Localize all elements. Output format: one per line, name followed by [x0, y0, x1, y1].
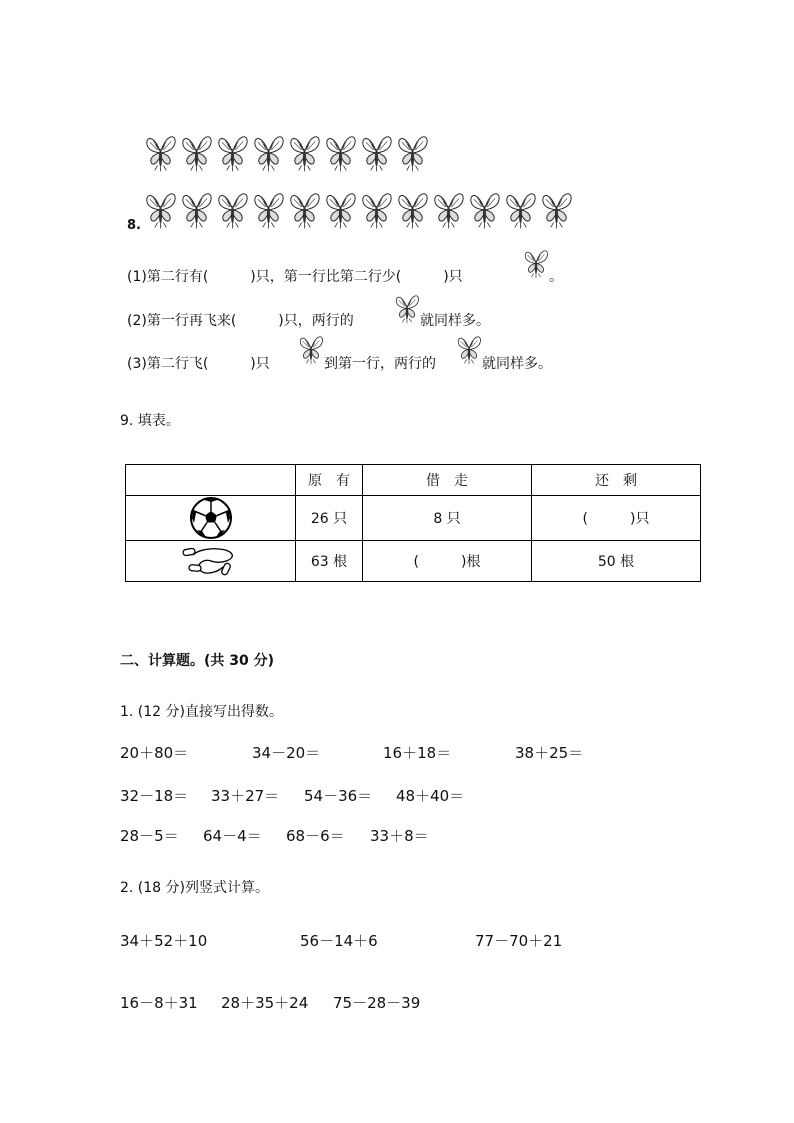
table-cell: 63 根: [296, 541, 363, 582]
math-item: 20＋80＝: [120, 744, 189, 762]
table-icon-cell: [126, 541, 296, 582]
butterfly-icon: [298, 332, 324, 364]
butterfly-icon: [324, 130, 357, 172]
fill-in-table: [125, 464, 701, 582]
math-item: 28－5＝: [120, 827, 179, 845]
table-cell: ( )根: [363, 541, 532, 582]
math-item: 33＋8＝: [370, 827, 429, 845]
butterfly-icon: [180, 130, 213, 172]
q8-line-3-mid: 到第一行，两行的: [324, 356, 436, 372]
table-header-cell: 原 有: [296, 465, 363, 496]
butterfly-icon: [468, 187, 501, 229]
jump-rope-icon: [181, 543, 241, 579]
butterfly-icon: [394, 291, 420, 323]
math-item: 34＋52＋10: [120, 932, 208, 950]
butterfly-row-2: [144, 187, 573, 229]
butterfly-icon: [523, 246, 549, 278]
butterfly-icon: [504, 187, 537, 229]
math-item: 16＋18＝: [383, 744, 452, 762]
butterfly-icon: [144, 187, 177, 229]
question-9-title: 9. 填表。: [120, 413, 180, 429]
butterfly-icon: [252, 130, 285, 172]
q8-line-1-end: 。: [549, 269, 563, 285]
butterfly-icon: [432, 187, 465, 229]
butterfly-icon: [396, 130, 429, 172]
table-header-blank: [126, 465, 296, 496]
math-item: 28＋35＋24: [221, 994, 309, 1012]
math-item: 68－6＝: [286, 827, 345, 845]
math-item: 38＋25＝: [515, 744, 584, 762]
table-cell: 8 只: [363, 496, 532, 541]
table-header-row: [126, 465, 701, 496]
math-item: 54－36＝: [304, 787, 373, 805]
q8-line-2: (2)第一行再飞来( )只，两行的: [127, 313, 354, 329]
table-header-cell: 还 剩: [532, 465, 701, 496]
butterfly-icon: [144, 130, 177, 172]
math-item: 56－14＋6: [300, 932, 378, 950]
q8-line-3: (3)第二行飞( )只: [127, 356, 270, 372]
butterfly-row-1: [144, 130, 429, 172]
butterfly-icon: [360, 130, 393, 172]
butterfly-icon: [216, 187, 249, 229]
table-cell: ( )只: [532, 496, 701, 541]
soccer-ball-icon: [189, 496, 233, 540]
table-row: [126, 496, 701, 541]
math-item: 16－8＋31: [120, 994, 198, 1012]
table-cell: 26 只: [296, 496, 363, 541]
butterfly-icon: [288, 187, 321, 229]
butterfly-icon: [252, 187, 285, 229]
calc-q1-title: 1. (12 分)直接写出得数。: [120, 704, 283, 720]
butterfly-icon: [360, 187, 393, 229]
section-2-title: 二、计算题。(共 30 分): [120, 653, 275, 669]
math-item: 48＋40＝: [396, 787, 465, 805]
calc-q2-title: 2. (18 分)列竖式计算。: [120, 880, 269, 896]
q8-line-3-end: 就同样多。: [482, 356, 552, 372]
butterfly-icon: [216, 130, 249, 172]
butterfly-icon: [288, 130, 321, 172]
math-item: 77－70＋21: [475, 932, 563, 950]
q8-line-2-end: 就同样多。: [420, 313, 490, 329]
math-item: 64－4＝: [203, 827, 262, 845]
table-row: [126, 541, 701, 582]
butterfly-icon: [180, 187, 213, 229]
table-cell: 50 根: [532, 541, 701, 582]
math-item: 32－18＝: [120, 787, 189, 805]
q8-line-1-text: (1)第二行有( )只，第一行比第二行少( )只: [127, 269, 463, 285]
math-item: 33＋27＝: [211, 787, 280, 805]
q8-line-1: [127, 266, 463, 286]
math-item: 75－28－39: [333, 994, 421, 1012]
butterfly-icon: [396, 187, 429, 229]
butterfly-icon: [324, 187, 357, 229]
math-item: 34－20＝: [252, 744, 321, 762]
butterfly-icon: [540, 187, 573, 229]
butterfly-icon: [456, 332, 482, 364]
table-header-cell: 借 走: [363, 465, 532, 496]
question-8-number: 8.: [127, 218, 141, 233]
table-icon-cell: [126, 496, 296, 541]
